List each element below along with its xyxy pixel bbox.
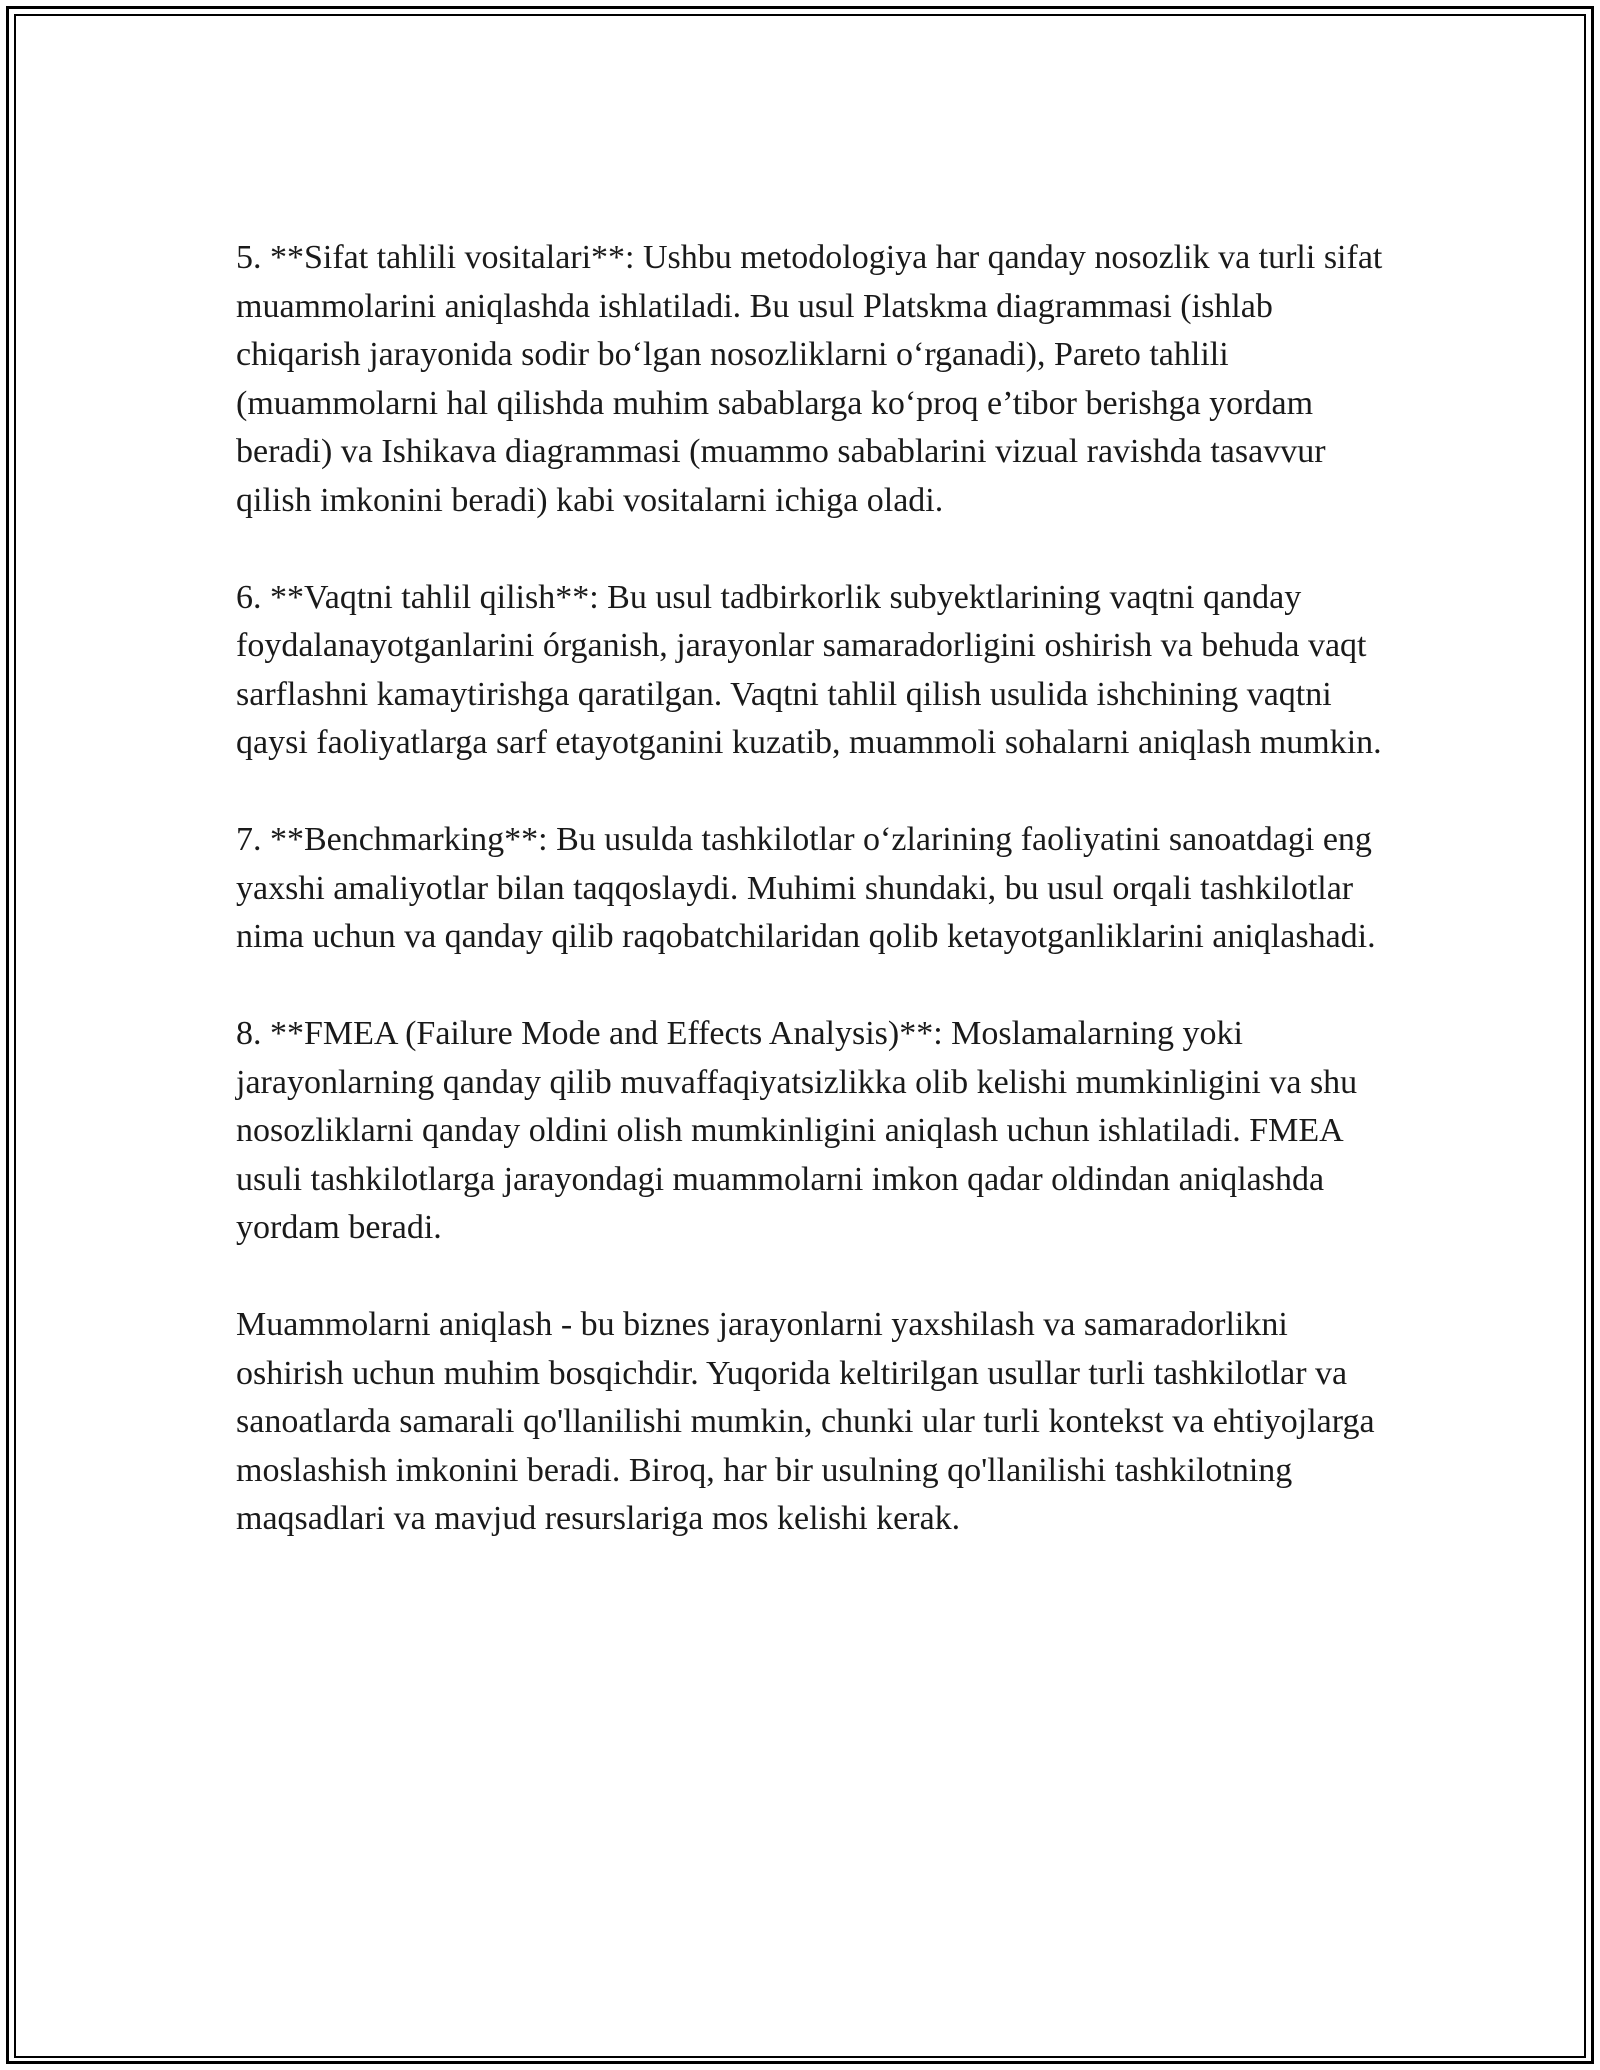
paragraph-fmea: 8. **FMEA (Failure Mode and Effects Analysis)**: Moslamalarning yoki jarayonlarning qanday qilib muvaffaqiyatsizlikka olib kelishi mumkinligini va shu nosozliklarni qanday oldini olish mumkinligini aniqlash uchun ishlatiladi. FMEA usuli tashkilotlarga jarayondagi muammolarni imkon qadar oldindan aniqlashda yordam beradi. bbox=[236, 1015, 1358, 1246]
paragraph-vaqtni-tahlil-qilish: 6. **Vaqtni tahlil qilish**: Bu usul tadbirkorlik subyektlarining vaqtni qanday foydalanayotganlarini órganish, jarayonlar samaradorligini oshirish va behuda vaqt sarflashni kamaytirishga qaratilgan. Vaqtni tahlil qilish usulida ishchining vaqtni qaysi faoliyatlarga sarf etayotganini kuzatib, muammoli sohalarni aniqlash mumkin. bbox=[236, 578, 1382, 761]
document-body bbox=[236, 234, 1396, 1544]
paragraph-benchmarking: 7. **Benchmarking**: Bu usulda tashkilotlar o‘zlarining faoliyatini sanoatdagi eng yaxshi amaliyotlar bilan taqqoslaydi. Muhimi shundaki, bu usul orqali tashkilotlar nima uchun va qanday qilib raqobatchilaridan qolib ketayotganliklarini aniqlashadi. bbox=[236, 821, 1376, 955]
paragraph-conclusion: Muammolarni aniqlash - bu biznes jarayonlarni yaxshilash va samaradorlikni oshirish uchun muhim bosqichdir. Yuqorida keltirilgan usullar turli tashkilotlar va sanoatlarda samarali qo'llanilishi mumkin, chunki ular turli kontekst va ehtiyojlarga moslashish imkonini beradi. Biroq, har bir usulning qo'llanilishi tashkilotning maqsadlari va mavjud resurslariga mos kelishi kerak. bbox=[236, 1306, 1375, 1537]
paragraph-sifat-tahlili-vositalari: 5. **Sifat tahlili vositalari**: Ushbu metodologiya har qanday nosozlik va turli sifat muammolarini aniqlashda ishlatiladi. Bu usul Platskma diagrammasi (ishlab chiqarish jarayonida sodir bo‘lgan nosozliklarni o‘rganadi), Pareto tahlili (muammolarni hal qilishda muhim sabablarga ko‘proq e’tibor berishga yordam beradi) va Ishikava diagrammasi (muammo sabablarini vizual ravishda tasavvur qilish imkonini beradi) kabi vositalarni ichiga oladi. bbox=[236, 239, 1383, 519]
